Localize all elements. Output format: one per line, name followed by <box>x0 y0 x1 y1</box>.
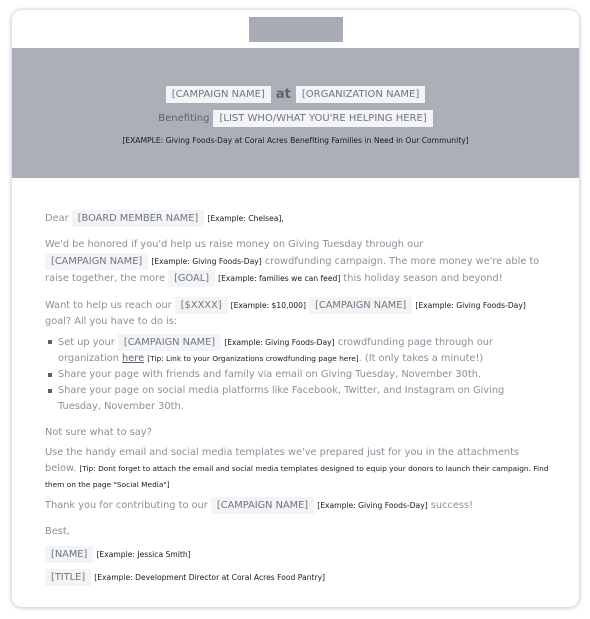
p1-campaign-placeholder: [CAMPAIGN NAME] <box>45 253 148 270</box>
header-banner <box>12 48 579 178</box>
task-list <box>45 334 550 415</box>
p1-text-3: this holiday season and beyond! <box>340 273 503 284</box>
p1-text-1: We'd be honored if you'd help us raise money on Giving Tuesday through our <box>45 239 424 250</box>
greeting-line <box>45 210 550 227</box>
paragraph-2 <box>45 297 550 330</box>
helping-placeholder: [LIST WHO/WHAT YOU'RE HELPING HERE] <box>213 110 432 127</box>
letter-card <box>12 10 579 607</box>
amount-placeholder: [$XXXX] <box>175 297 228 314</box>
p5-campaign-placeholder: [CAMPAIGN NAME] <box>211 497 314 514</box>
signature-name-row <box>45 546 550 563</box>
p1-campaign-example: [Example: Giving Foods-Day] <box>151 257 262 266</box>
p2-text-1: Want to help us reach our <box>45 300 175 311</box>
at-word: at <box>275 87 291 102</box>
p2-campaign-example: [Example: Giving Foods-Day] <box>415 301 526 310</box>
letter-body <box>45 210 550 590</box>
task1-campaign-placeholder: [CAMPAIGN NAME] <box>118 334 221 351</box>
amount-example: [Example: $10,000] <box>230 301 306 310</box>
p2-text-2: goal? All you have to do is: <box>45 316 178 327</box>
p4-tip: [Tip: Dont forget to attach the email and social media templates designed to equip your donors to launch their campaign. Find them on the page "Social Media"] <box>45 464 549 489</box>
p4-text-1: Use the handy email and social media templates we've prepared just for you in the attachments below. <box>45 447 520 474</box>
title-placeholder: [TITLE] <box>45 569 91 586</box>
name-placeholder: [NAME] <box>45 546 93 563</box>
organization-name-placeholder: [ORGANIZATION NAME] <box>296 86 425 103</box>
goal-example: [Example: families we can feed] <box>218 274 341 283</box>
task1-text-2: crowdfunding page through our organization <box>58 337 493 364</box>
goal-placeholder: [GOAL] <box>168 270 215 287</box>
benefiting-label: Benefiting <box>158 113 210 124</box>
list-item <box>45 334 550 367</box>
list-item: Share your page on social media platforms like Facebook, Twitter, and Instagram on Giving Tuesday, November 30th. <box>45 383 550 415</box>
signature-title-row <box>45 569 550 586</box>
task1-campaign-example: [Example: Giving Foods-Day] <box>224 338 335 347</box>
name-example: [Example: Jessica Smith] <box>96 550 191 559</box>
p5-text-1: Thank you for contributing to our <box>45 500 211 511</box>
dear-word: Dear <box>45 213 69 224</box>
crowdfunding-page-link[interactable]: here <box>122 353 145 364</box>
banner-example: [EXAMPLE: Giving Foods-Day at Coral Acres Benefiting Families in Need in Our Community] <box>122 136 469 145</box>
task1-text-3: . (It only takes a minute!) <box>358 353 484 364</box>
p2-campaign-placeholder: [CAMPAIGN NAME] <box>309 297 412 314</box>
p5-campaign-example: [Example: Giving Foods-Day] <box>317 501 428 510</box>
title-example: [Example: Development Director at Coral Acres Food Pantry] <box>94 573 326 582</box>
list-item: Share your page with friends and family via email on Giving Tuesday, November 30th. <box>45 367 550 383</box>
paragraph-5 <box>45 497 550 514</box>
logo-placeholder <box>249 17 343 42</box>
banner-title-row <box>12 86 579 103</box>
banner-benefiting-row <box>12 110 579 127</box>
p1-text-2: crowdfunding campaign. The more money we're able to raise together, the more <box>45 256 540 284</box>
task1-text-1: Set up your <box>58 337 118 348</box>
closing-best: Best, <box>45 526 70 537</box>
campaign-name-placeholder: [CAMPAIGN NAME] <box>166 86 271 103</box>
paragraph-1 <box>45 237 550 287</box>
board-member-example: [Example: Chelsea], <box>207 214 284 223</box>
task1-tip: [Tip: Link to your Organizations crowdfunding page here] <box>147 354 359 363</box>
paragraph-3: Not sure what to say? <box>45 427 152 438</box>
p5-text-2: success! <box>427 500 474 511</box>
board-member-placeholder: [BOARD MEMBER NAME] <box>72 210 205 227</box>
paragraph-4 <box>45 445 550 493</box>
